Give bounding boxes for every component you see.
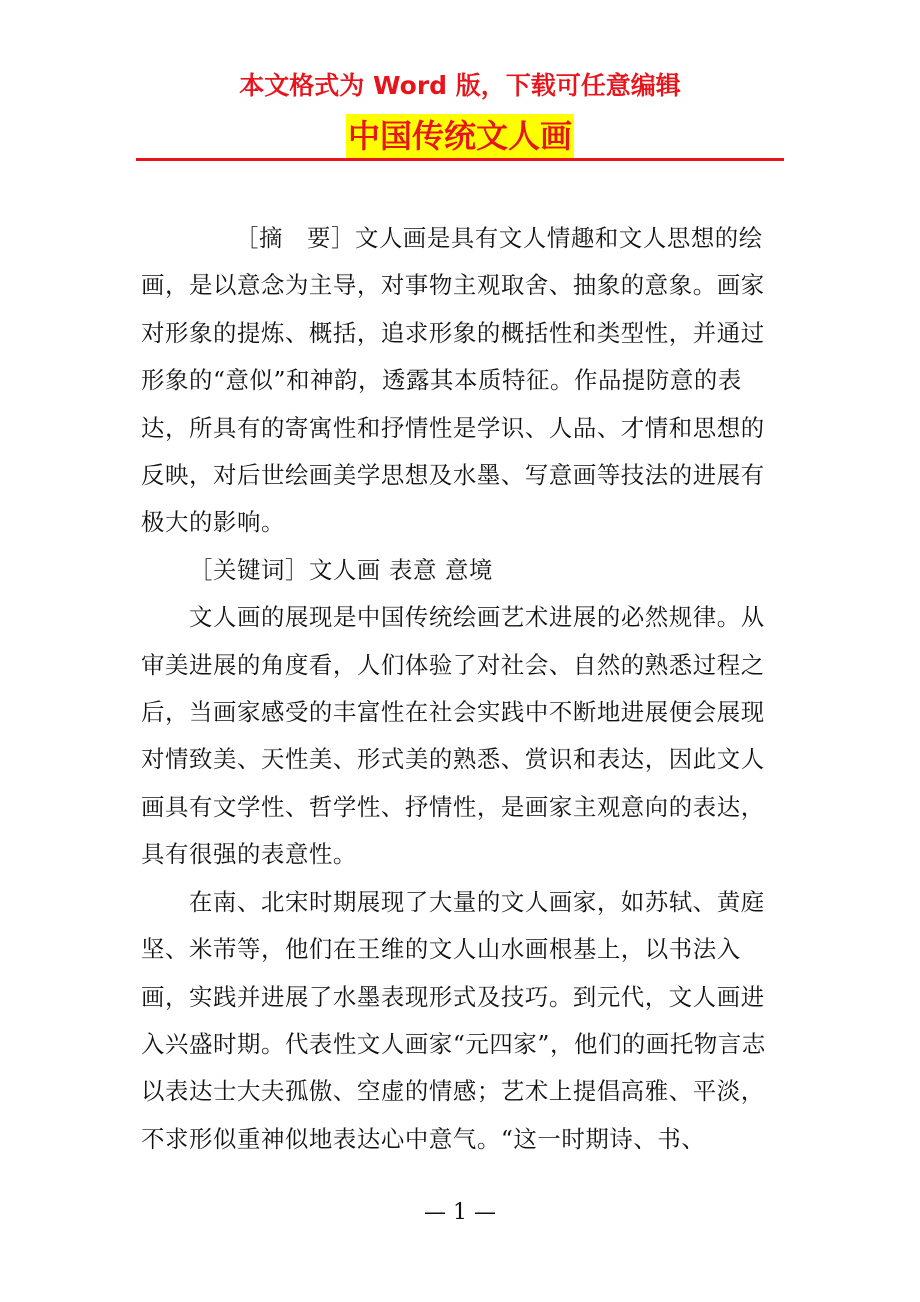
word-format-notice: 本文格式为 Word 版，下载可任意编辑	[239, 71, 681, 100]
page-number: — 1 —	[424, 1200, 496, 1225]
abstract-paragraph: ［摘 要］文人画是具有文人情趣和文人思想的绘画，是以意念为主导，对事物主观取舍、抽象的意象。画家对形象的提炼、概括，追求形象的概括性和类型性，并通过形象的“意似”和神韵，透露其本质特征。作品提防意的表达，所具有的寄寓性和抒情性是学识、人品、才情和思想的反映，对后世绘画美学思想及水墨、写意画等技法的进展有极大的影响。	[141, 224, 765, 537]
body-paragraph: 文人画的展现是中国传统绘画艺术进展的必然规律。从审美进展的角度看，人们体验了对社会、自然的熟悉过程之后，当画家感受的丰富性在社会实践中不断地进展便会展现对情致美、天性美、形式美的熟悉、赏识和表达，因此文人画具有文学性、哲学性、抒情性，是画家主观意向的表达，具有很强的表意性。	[141, 603, 765, 869]
document-body	[141, 215, 786, 1163]
title-wrapper	[0, 114, 920, 158]
document-title: 中国传统文人画	[346, 114, 574, 158]
body-paragraph: 在南、北宋时期展现了大量的文人画家，如苏轼、黄庭坚、米芾等，他们在王维的文人山水画根基上，以书法入画，实践并进展了水墨表现形式及技巧。到元代，文人画进入兴盛时期。代表性文人画家“元四家”，他们的画托物言志以表达士大夫孤傲、空虚的情感；艺术上提倡高雅、平淡，不求形似重神似地表达心中意气。“这一时期诗、书、	[141, 887, 766, 1153]
keywords-paragraph: ［关键词］文人画 表意 意境	[189, 555, 493, 584]
title-divider	[136, 158, 784, 161]
